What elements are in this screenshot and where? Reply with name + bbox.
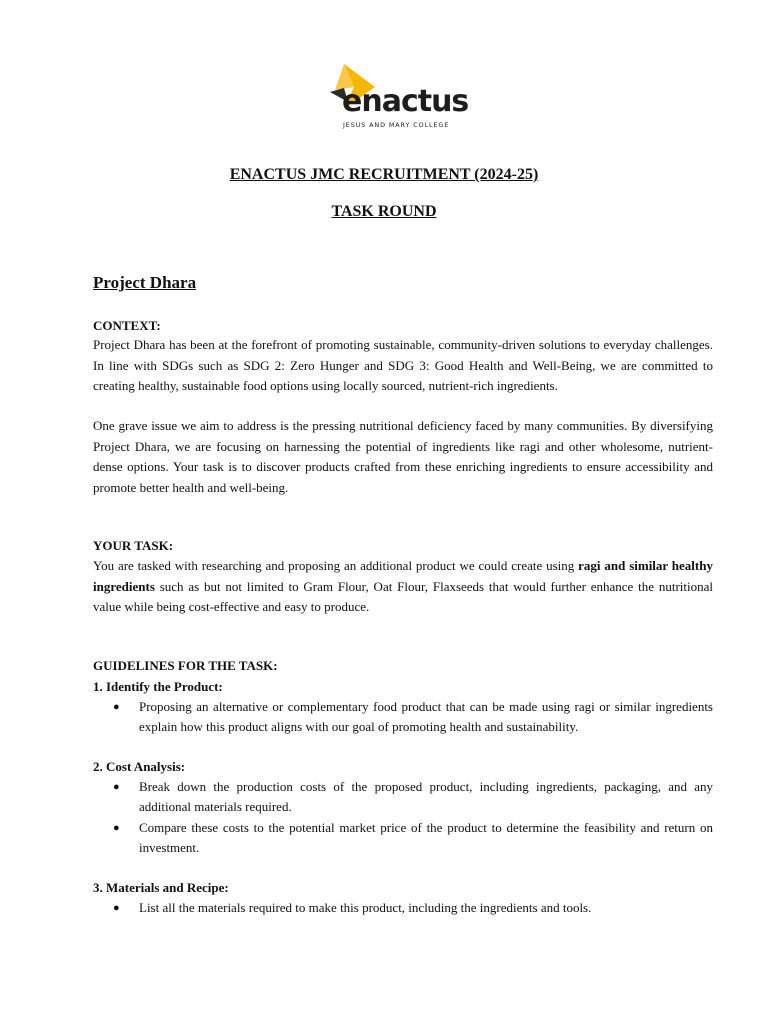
section-title-cost-analysis: 2. Cost Analysis: [93,759,186,774]
section-title-materials-recipe: 3. Materials and Recipe: [93,880,229,895]
context-paragraph-2: One grave issue we aim to address is the pressing nutritional deficiency faced by many communities. By diversifying Project Dhara, we are focusing on harnessing the potential of ingredients like ragi and other wholesome, nutrient-dense options. Your task is to discover products crafted from these enriching ingredients to ensure accessibility and promote better health and well-being. [93,418,713,495]
bullet-icon: ● [113,821,120,834]
bullet-list-cost-analysis [93,777,713,858]
bullet-list-identify-product [93,697,713,738]
list-item-text: Break down the production costs of the proposed product, including ingredients, packaging, and any additional materials required. [139,779,713,815]
guidelines-heading: GUIDELINES FOR THE TASK: [93,658,278,673]
list-item [93,777,713,818]
section-title-identify-product: 1. Identify the Product: [93,679,223,694]
task-text-bold: ragi and similar healthy ingredients [93,558,713,594]
context-paragraph-1: Project Dhara has been at the forefront of promoting sustainable, community-driven solutions to everyday challenges. In line with SDGs such as SDG 2: Zero Hunger and SDG 3: Good Health and Well-Being, we are committed to creating healthy, sustainable food options using locally sourced, nutrient-rich ingredients. [93,337,713,393]
enactus-logo [330,64,470,132]
project-title: Project Dhara [93,273,197,292]
list-item-text: Compare these costs to the potential market price of the product to determine the feasibility and return on investment. [139,819,713,855]
bullet-icon: ● [113,701,120,713]
list-item-text: List all the materials required to make this product, including the ingredients and tools. [139,900,592,915]
logo-subtitle: JESUS AND MARY COLLEGE [343,121,450,129]
list-item [93,898,713,918]
document-title: ENACTUS JMC RECRUITMENT (2024-25) [229,166,539,183]
document-subtitle: TASK ROUND [331,203,437,220]
task-text-before: You are tasked with researching and proposing an additional product we could create using [93,558,579,573]
task-text-after: such as but not limited to Gram Flour, Oat Flour, Flaxseeds that would further enhance the nutritional value while being cost-effective and easy to produce. [93,578,713,614]
bullet-icon: ● [113,902,120,914]
bullet-list-materials-recipe [93,898,713,918]
list-item [93,697,713,738]
task-heading: YOUR TASK: [93,538,174,553]
list-item [93,818,713,859]
logo-wordmark: enactus [342,84,469,119]
context-heading: CONTEXT: [93,318,161,333]
bullet-icon: ● [113,781,120,793]
task-paragraph [93,556,713,618]
list-item-text: Proposing an alternative or complementary food product that can be made using ragi or similar ingredients explain how this product aligns with our goal of promoting health and sustainability. [139,699,713,735]
